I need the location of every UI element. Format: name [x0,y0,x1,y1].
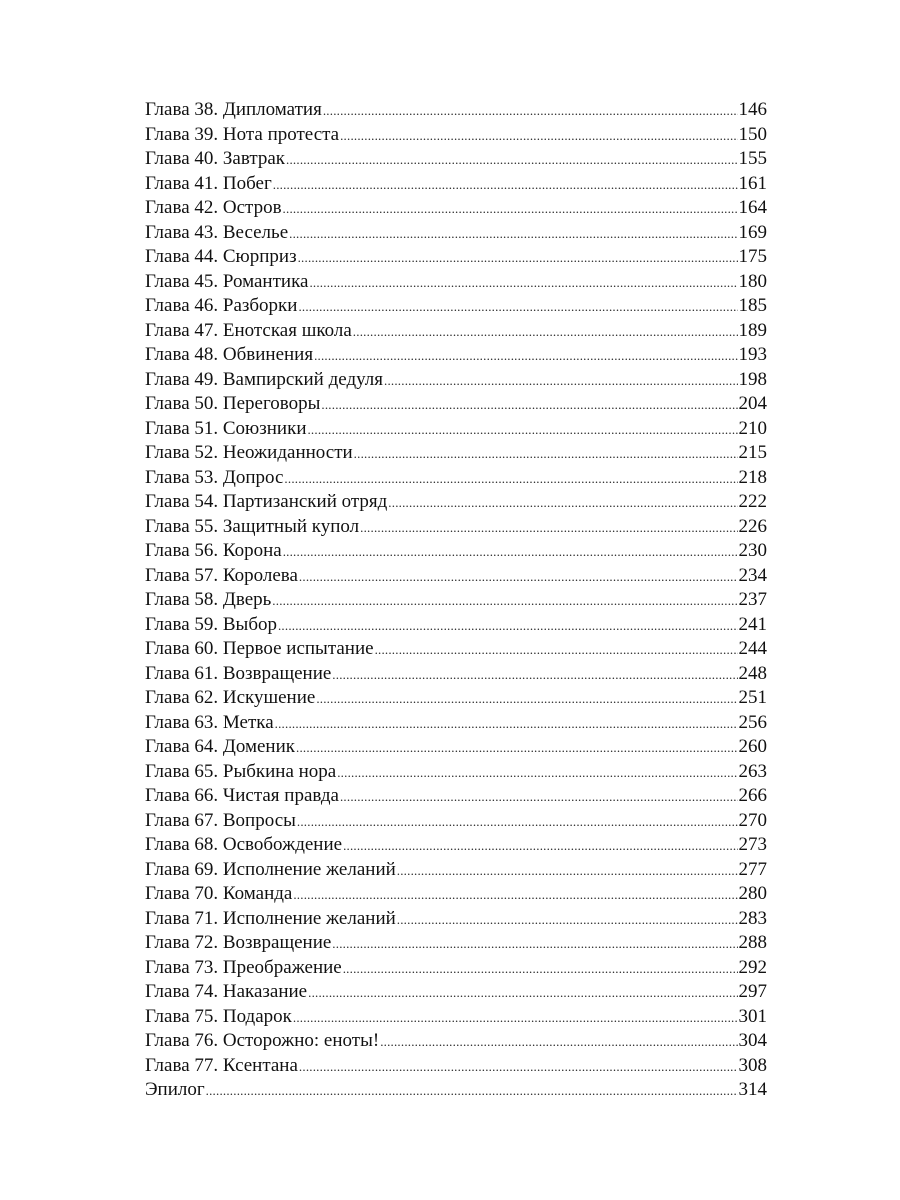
toc-entry-page-number: 218 [738,466,767,488]
toc-dot-leader [299,565,738,589]
toc-entry [145,515,767,540]
toc-dot-leader [343,957,738,981]
toc-entry-title: Глава 72. Возвращение [145,932,332,953]
toc-entry-page-number: 164 [738,197,767,218]
toc-dot-leader [353,320,738,344]
toc-entry-title: Глава 63. Метка [145,711,274,733]
toc-dot-leader [307,418,737,442]
toc-entry-page-number: 161 [738,172,767,194]
toc-dot-leader [296,736,738,760]
toc-dot-leader [298,246,738,270]
toc-entry-title: Глава 50. Переговоры [145,393,321,414]
toc-entry [145,490,767,515]
toc-entry-title: Глава 73. Преображение [145,956,342,978]
toc-entry-title: Глава 56. Корона [145,540,282,561]
toc-entry-page-number: 308 [738,1054,767,1076]
toc-entry-title: Глава 59. Выбор [145,613,277,635]
toc-entry [145,613,767,638]
toc-entry-page-number: 146 [738,99,767,120]
toc-entry-title: Глава 60. Первое испытание [145,638,374,659]
toc-entry [145,1054,767,1079]
toc-dot-leader [340,785,738,809]
toc-entry [145,931,767,956]
toc-dot-leader [293,1006,738,1030]
toc-entry [145,588,767,613]
toc-entry-title: Глава 48. Обвинения [145,344,314,365]
toc-dot-leader [299,1055,738,1079]
toc-entry-title: Глава 57. Королева [145,564,298,586]
toc-dot-leader [343,834,737,858]
toc-dot-leader [314,344,737,368]
toc-entry [145,686,767,711]
toc-entry-page-number: 248 [738,662,767,684]
toc-entry [145,956,767,981]
toc-entry-title: Глава 41. Побег [145,172,272,194]
toc-entry-title: Глава 43. Веселье [145,221,289,243]
toc-entry [145,760,767,785]
toc-dot-leader [283,540,738,564]
toc-entry-page-number: 288 [738,932,767,953]
toc-entry [145,221,767,246]
toc-entry-page-number: 273 [738,834,767,855]
toc-entry-page-number: 234 [738,564,767,586]
toc-dot-leader [275,712,738,736]
toc-entry-page-number: 283 [738,907,767,929]
toc-entry-title: Глава 70. Команда [145,883,293,904]
toc-entry-page-number: 263 [738,760,767,782]
toc-entry-title: Глава 66. Чистая правда [145,785,339,806]
toc-entry-title: Глава 77. Ксентана [145,1054,298,1076]
toc-dot-leader [309,271,737,295]
toc-entry-page-number: 198 [738,368,767,390]
toc-dot-leader [375,638,738,662]
toc-entry-page-number: 280 [738,883,767,904]
toc-entry-title: Глава 67. Вопросы [145,809,296,831]
toc-entry-page-number: 304 [738,1030,767,1051]
toc-entry-title: Глава 76. Осторожно: еноты! [145,1030,380,1051]
toc-dot-leader [384,369,738,393]
toc-entry-title: Глава 69. Исполнение желаний [145,858,396,880]
toc-entry-title: Глава 62. Искушение [145,687,316,708]
toc-dot-leader [293,883,737,907]
toc-entry-page-number: 150 [738,123,767,145]
table-of-contents [145,98,767,1103]
toc-entry [145,882,767,907]
toc-dot-leader [297,810,738,834]
toc-entry [145,784,767,809]
toc-entry-page-number: 301 [738,1005,767,1027]
toc-entry-title: Глава 74. Наказание [145,981,308,1002]
toc-entry [145,662,767,687]
toc-entry [145,245,767,270]
toc-dot-leader [308,981,737,1005]
toc-dot-leader [278,614,738,638]
toc-entry [145,711,767,736]
toc-entry [145,392,767,417]
toc-entry [145,539,767,564]
toc-entry-title: Глава 45. Романтика [145,270,309,292]
toc-entry-page-number: 226 [738,515,767,537]
toc-entry-page-number: 237 [738,589,767,610]
toc-entry [145,833,767,858]
toc-entry-page-number: 270 [738,809,767,831]
toc-entry [145,172,767,197]
toc-entry [145,1029,767,1054]
toc-entry-title: Глава 38. Дипломатия [145,99,322,120]
toc-entry [145,980,767,1005]
toc-dot-leader [332,663,737,687]
toc-entry-title: Глава 44. Сюрприз [145,246,297,267]
toc-entry-title: Глава 53. Допрос [145,466,284,488]
toc-entry [145,417,767,442]
toc-entry-page-number: 169 [738,221,767,243]
toc-entry-page-number: 297 [738,981,767,1002]
toc-entry-title: Глава 64. Доменик [145,736,295,757]
toc-entry [145,196,767,221]
toc-entry-title: Глава 47. Енотская школа [145,319,352,341]
toc-entry [145,1005,767,1030]
toc-entry-page-number: 244 [738,638,767,659]
toc-dot-leader [286,148,737,172]
toc-entry-page-number: 193 [738,344,767,365]
toc-entry [145,637,767,662]
toc-entry-title: Глава 75. Подарок [145,1005,292,1027]
toc-entry [145,270,767,295]
toc-entry [145,319,767,344]
toc-entry [145,294,767,319]
toc-entry-page-number: 185 [738,295,767,316]
toc-entry-page-number: 256 [738,711,767,733]
toc-dot-leader [321,393,737,417]
toc-entry-title: Глава 65. Рыбкина нора [145,760,337,782]
toc-entry [145,368,767,393]
toc-dot-leader [360,516,737,540]
toc-entry-title: Глава 52. Неожиданности [145,442,353,463]
toc-entry-page-number: 175 [738,246,767,267]
toc-entry-title: Глава 71. Исполнение желаний [145,907,396,929]
toc-entry-title: Глава 42. Остров [145,197,282,218]
toc-dot-leader [354,442,738,466]
toc-entry-page-number: 266 [738,785,767,806]
toc-entry [145,98,767,123]
toc-dot-leader [337,761,737,785]
toc-entry-page-number: 180 [738,270,767,292]
toc-entry [145,441,767,466]
toc-entry-title: Глава 58. Дверь [145,589,272,610]
toc-entry [145,466,767,491]
toc-entry-page-number: 251 [738,687,767,708]
toc-entry [145,809,767,834]
toc-entry-page-number: 230 [738,540,767,561]
toc-dot-leader [323,99,738,123]
toc-dot-leader [283,197,738,221]
toc-entry-page-number: 222 [738,491,767,512]
toc-dot-leader [298,295,737,319]
toc-dot-leader [388,491,737,515]
toc-entry-title: Глава 51. Союзники [145,417,307,439]
toc-entry-page-number: 260 [738,736,767,757]
toc-entry-page-number: 155 [738,148,767,169]
toc-entry-page-number: 241 [738,613,767,635]
toc-dot-leader [397,908,738,932]
toc-dot-leader [272,589,737,613]
toc-entry [145,735,767,760]
toc-dot-leader [397,859,738,883]
toc-dot-leader [284,467,737,491]
toc-entry [145,907,767,932]
toc-entry [145,123,767,148]
toc-entry-page-number: 210 [738,417,767,439]
toc-dot-leader [332,932,737,956]
toc-entry-title: Глава 40. Завтрак [145,148,286,169]
toc-entry-page-number: 215 [738,442,767,463]
toc-entry-title: Глава 49. Вампирский дедуля [145,368,383,390]
toc-dot-leader [289,222,737,246]
toc-dot-leader [273,173,738,197]
toc-entry-title: Эпилог [145,1079,205,1100]
toc-dot-leader [380,1030,737,1054]
toc-entry-title: Глава 55. Защитный купол [145,515,360,537]
toc-entry-title: Глава 46. Разборки [145,295,298,316]
toc-dot-leader [316,687,737,711]
toc-entry [145,564,767,589]
toc-entry [145,858,767,883]
toc-entry-title: Глава 61. Возвращение [145,662,332,684]
toc-entry-title: Глава 68. Освобождение [145,834,343,855]
toc-entry-page-number: 292 [738,956,767,978]
toc-entry-page-number: 277 [738,858,767,880]
toc-entry-page-number: 314 [738,1079,767,1100]
toc-entry [145,343,767,368]
toc-dot-leader [340,124,737,148]
toc-entry [145,147,767,172]
toc-entry-title: Глава 39. Нота протеста [145,123,340,145]
toc-entry [145,1078,767,1103]
toc-entry-page-number: 189 [738,319,767,341]
toc-dot-leader [206,1079,738,1103]
toc-entry-title: Глава 54. Партизанский отряд [145,491,388,512]
toc-entry-page-number: 204 [738,393,767,414]
